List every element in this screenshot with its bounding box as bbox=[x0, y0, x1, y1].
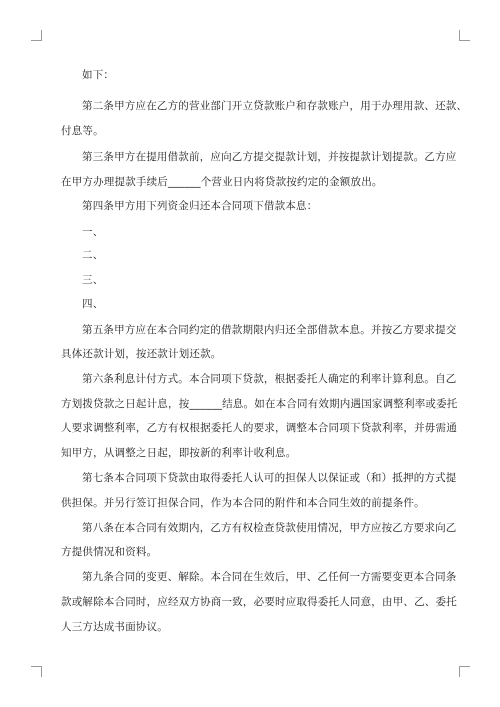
paragraph-line: 方提供情况和资料。 bbox=[61, 546, 158, 558]
paragraph-line: 第三条甲方在提用借款前，应向乙方提交提款计划，并按提款计划提款。乙方应 bbox=[82, 151, 457, 163]
paragraph-line: 在甲方办理提款手续后______个营业日内将贷款按约定的金额放出。 bbox=[61, 176, 383, 188]
paragraph-line: 供担保。并另行签订担保合同，作为本合同的附件和本合同生效的前提条件。 bbox=[61, 497, 425, 509]
paragraph-line: 第八条在本合同有效期内，乙方有权检查贷款使用情况，甲方应按乙方要求向乙 bbox=[82, 522, 457, 534]
paragraph-line: 第五条甲方应在本合同约定的借款期限内归还全部借款本息。并按乙方要求提交 bbox=[82, 324, 457, 336]
paragraph-line: 如下： bbox=[82, 69, 115, 81]
paragraph-line: 付息等。 bbox=[61, 125, 104, 137]
paragraph-line: 第四条甲方用下列资金归还本合同项下借款本息： bbox=[82, 200, 318, 212]
paragraph-line: 第六条利息计付方式。本合同项下贷款，根据委托人确定的利率计算利息。自乙 bbox=[82, 373, 457, 385]
paragraph-line: 第二条甲方应在乙方的营业部门开立贷款账户和存款账户，用于办理用款、还款、 bbox=[82, 100, 468, 112]
paragraph-line: 方划拨贷款之日起计息，按______结息。如在本合同有效期内遇国家调整利率或委托 bbox=[61, 398, 458, 410]
paragraph-line: 具体还款计划，按还款计划还款。 bbox=[61, 348, 222, 360]
paragraph-line: 第七条本合同项下贷款由取得委托人认可的担保人以保证或（和）抵押的方式提 bbox=[82, 472, 457, 484]
paragraph-line: 第九条合同的变更、解除。本合同在生效后，甲、乙任何一方需要变更本合同条 bbox=[82, 571, 457, 583]
paragraph-line: 人要求调整利率，乙方有权根据委托人的要求，调整本合同项下贷款利率，并毋需通 bbox=[61, 422, 457, 434]
paragraph-line: 二、 bbox=[82, 249, 104, 261]
paragraph-line: 一、 bbox=[82, 226, 104, 238]
paragraph-line: 四、 bbox=[82, 298, 104, 310]
paragraph-line: 三、 bbox=[82, 274, 104, 286]
paragraph-line: 人三方达成书面协议。 bbox=[61, 621, 168, 633]
paragraph-line: 知甲方，从调整之日起，即按新的利率计收利息。 bbox=[61, 447, 297, 459]
paragraph-line: 款或解除本合同时，应经双方协商一致，必要时应取得委托人同意，由甲、乙、委托 bbox=[61, 596, 457, 608]
